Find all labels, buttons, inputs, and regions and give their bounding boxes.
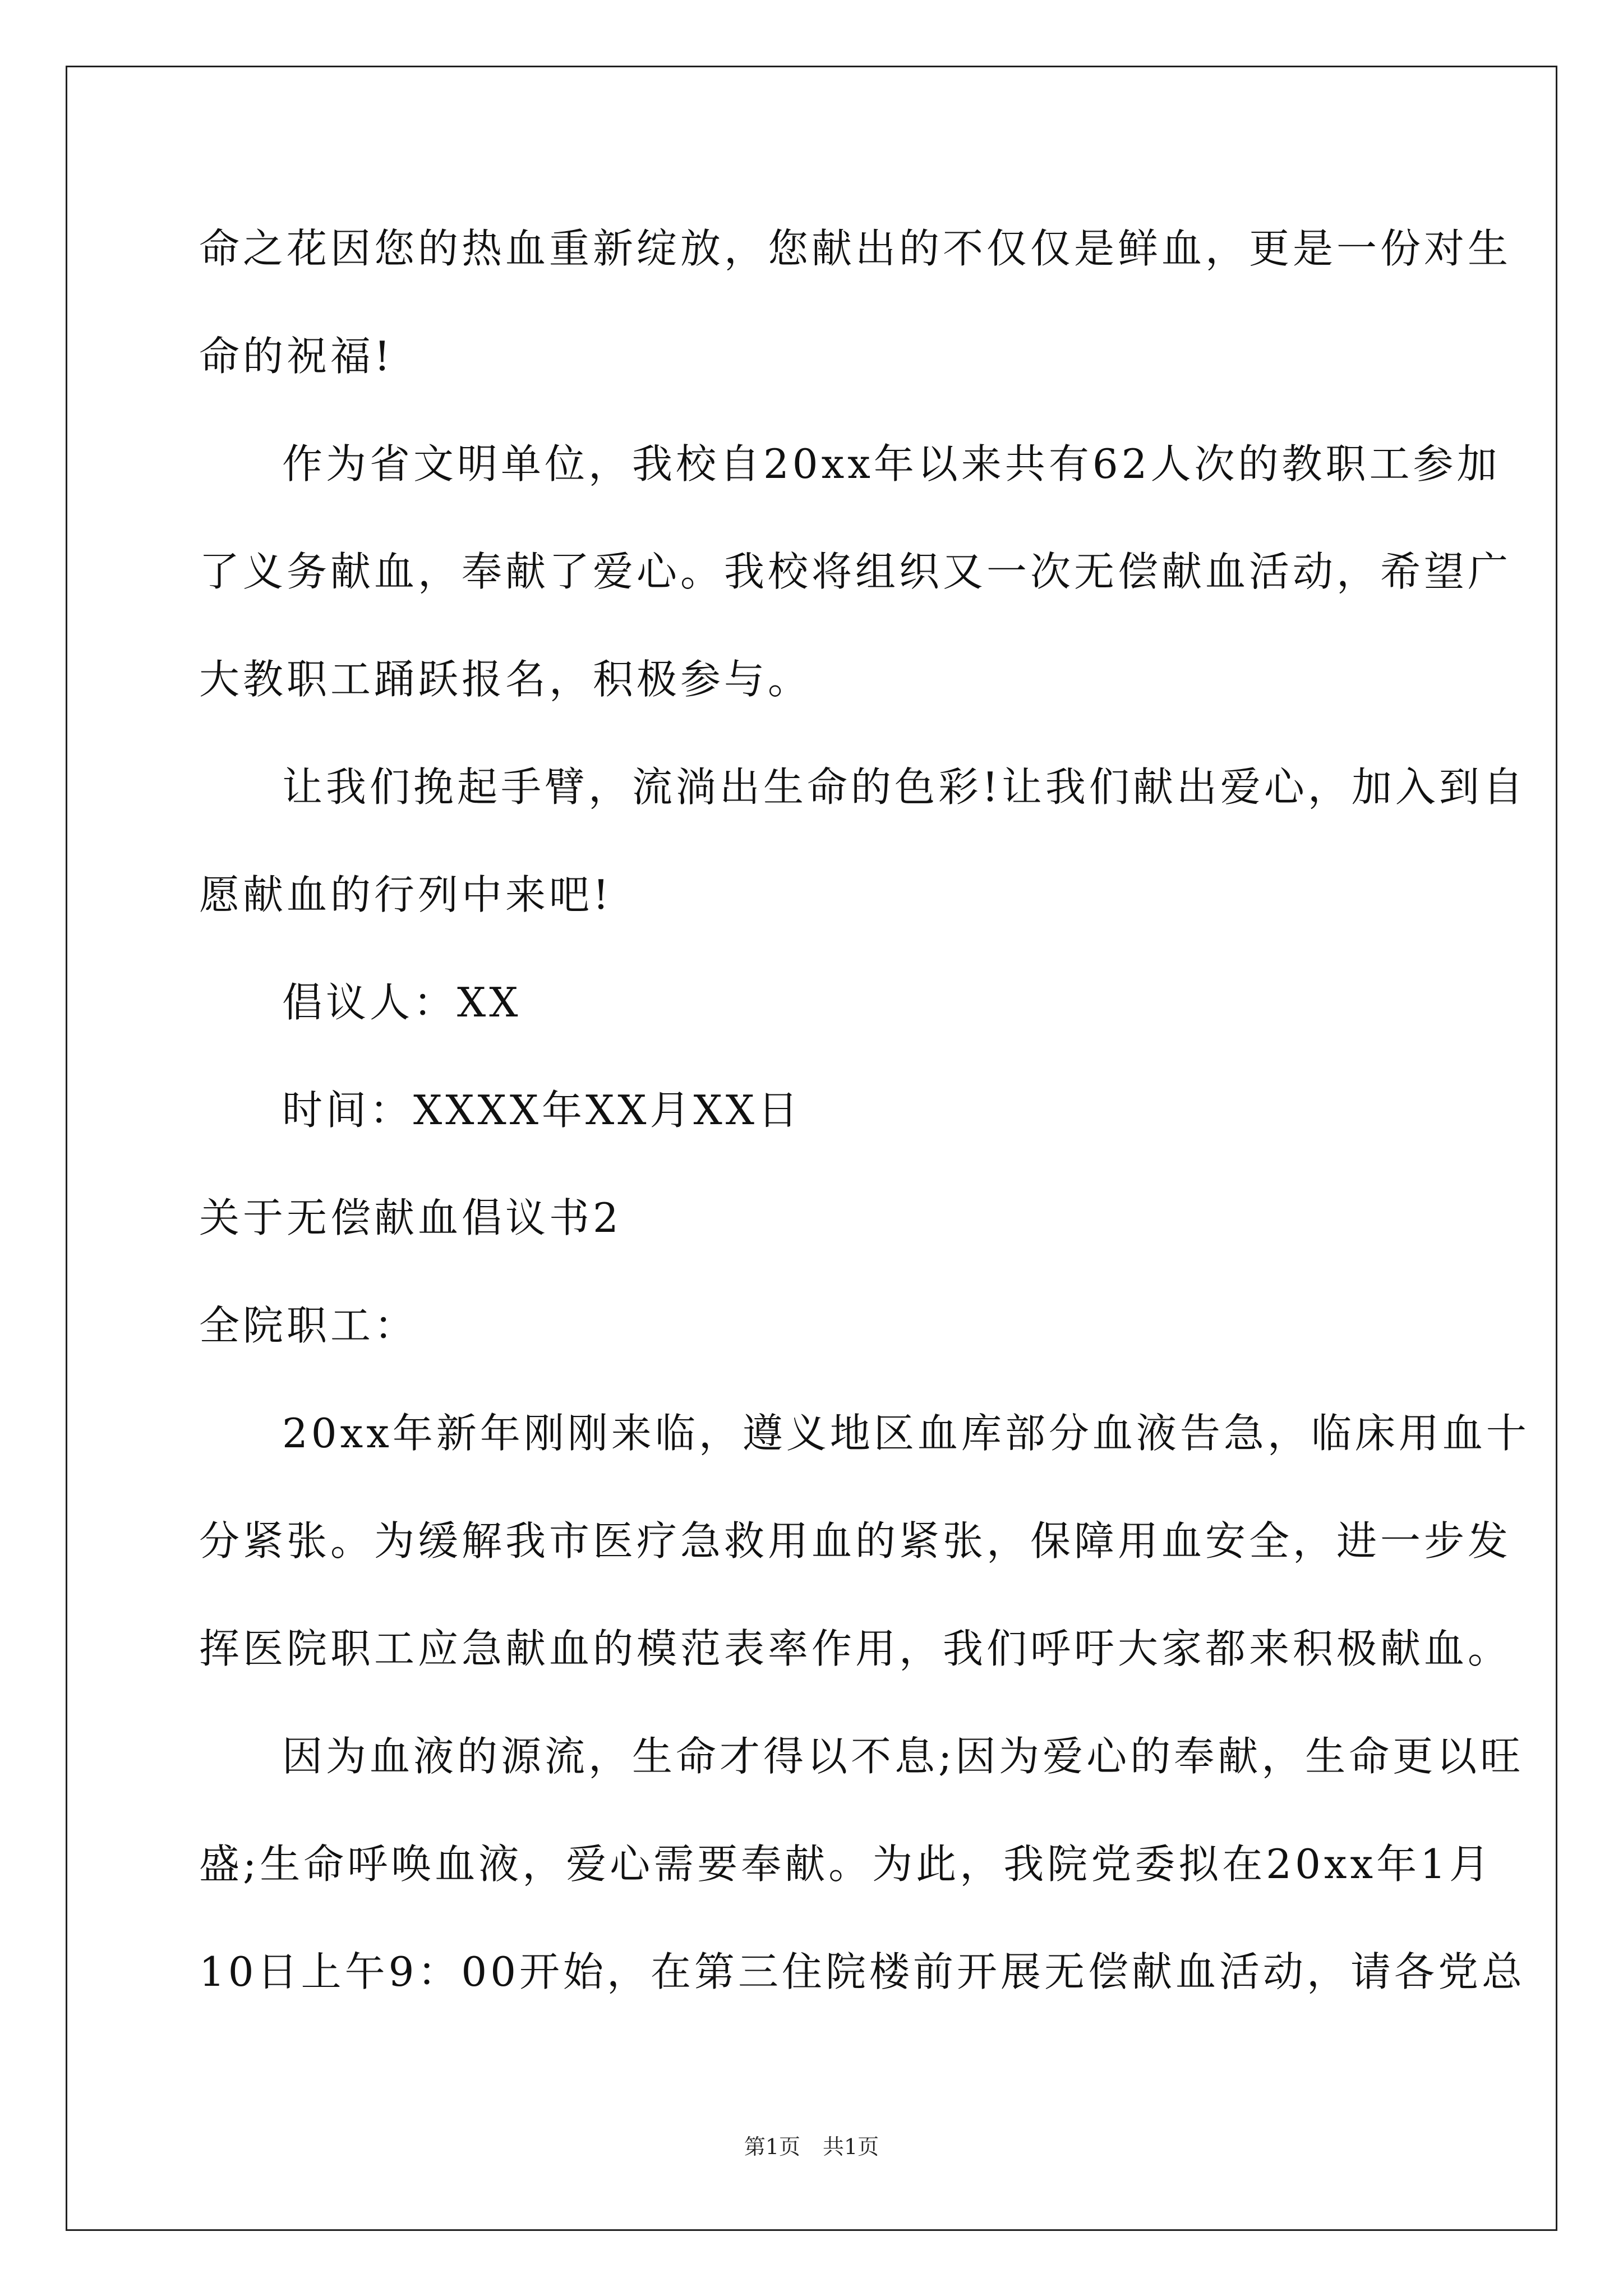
page-border — [66, 66, 1557, 2231]
paragraph-line: 愿献血的行列中来吧! — [199, 871, 612, 918]
paragraph-line: 分紧张。为缓解我市医疗急救用血的紧张，保障用血安全，进一步发 — [199, 1517, 1512, 1565]
salutation: 全院职工： — [199, 1302, 418, 1349]
paragraph-line: 10日上午9：00开始，在第三住院楼前开展无偿献血活动，请各党总 — [199, 1948, 1526, 1995]
paragraph-line: 挥医院职工应急献血的模范表率作用，我们呼吁大家都来积极献血。 — [199, 1625, 1512, 1672]
section-title: 关于无偿献血倡议书2 — [199, 1194, 622, 1241]
paragraph-line: 命的祝福! — [199, 333, 394, 380]
paragraph-line: 因为血液的源流，生命才得以不息;因为爱心的奉献，生命更以旺 — [282, 1733, 1524, 1780]
page-footer — [0, 2133, 1623, 2161]
paragraph-line: 盛;生命呼唤血液，爱心需要奉献。为此，我院党委拟在20xx年1月 — [199, 1841, 1493, 1888]
paragraph-line: 了义务献血，奉献了爱心。我校将组织又一次无偿献血活动，希望广 — [199, 548, 1512, 595]
date-line: 时间：XXXX年XX月XX日 — [282, 1087, 802, 1134]
paragraph-line: 让我们挽起手臂，流淌出生命的色彩!让我们献出爱心，加入到自 — [282, 763, 1527, 811]
page-total: 共1页 — [823, 2134, 879, 2159]
paragraph-line: 命之花因您的热血重新绽放，您献出的不仅仅是鲜血，更是一份对生 — [199, 225, 1512, 272]
proposer-line: 倡议人：XX — [282, 979, 522, 1026]
paragraph-line: 作为省文明单位，我校自20xx年以来共有62人次的教职工参加 — [282, 440, 1501, 487]
paragraph-line: 20xx年新年刚刚来临，遵义地区血库部分血液告急，临床用血十 — [282, 1410, 1530, 1457]
page-number: 第1页 — [744, 2134, 800, 2159]
paragraph-line: 大教职工踊跃报名，积极参与。 — [199, 656, 812, 703]
